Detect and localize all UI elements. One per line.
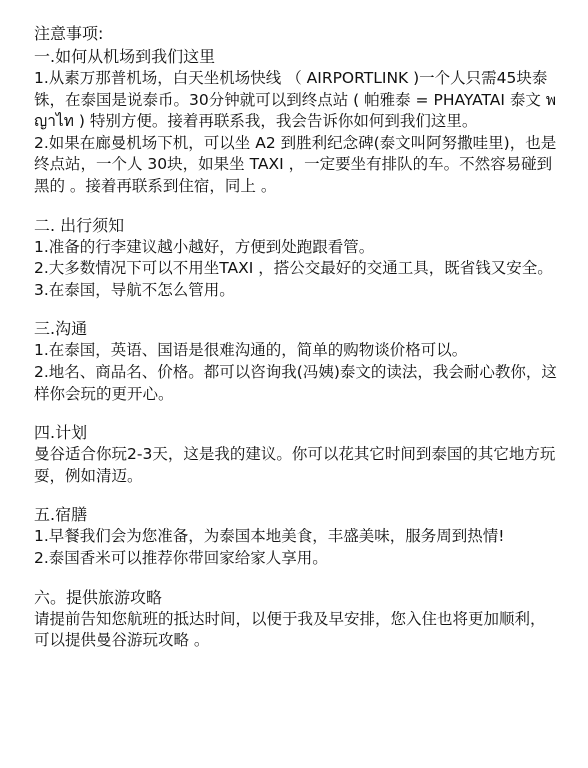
section-travel-notes [34, 215, 560, 302]
section-travel-guide [34, 587, 560, 652]
paragraph: 请提前告知您航班的抵达时间，以便于我及早安排，您入住也将更加顺利，可以提供曼谷游玩攻略 。 [34, 609, 546, 650]
paragraph: 1.从素万那普机场，白天坐机场快线 （ AIRPORTLINK )一个人只需45块泰铢，在泰国是说泰币。30分钟就可以到终点站 ( 帕雅泰 = PHAYATAI 泰文 พญาไท ) 特别方便。接着再联系我，我会告诉你如何到我们这里。 [34, 69, 557, 131]
paragraph: 2.地名、商品名、价格。都可以咨询我(冯姨)泰文的读法，我会耐心教你，这样你会玩的更开心。 [34, 362, 557, 403]
section-communication [34, 318, 560, 405]
paragraph: 2.泰国香米可以推荐你带回家给家人享用。 [34, 548, 328, 567]
section-heading: 二. 出行须知 [34, 215, 125, 235]
paragraph: 1.在泰国，英语、国语是很难沟通的，简单的购物谈价格可以。 [34, 341, 468, 360]
section-airport-directions [34, 46, 560, 198]
paragraph: 3.在泰国，导航不怎么管用。 [34, 280, 235, 299]
section-heading: 五.宿膳 [34, 505, 88, 525]
paragraph: 曼谷适合你玩2-3天，这是我的建议。你可以花其它时间到泰国的其它地方玩耍，例如清迈。 [34, 445, 556, 485]
section-plan [34, 422, 560, 487]
document-title: 注意事项: [34, 24, 104, 43]
section-accommodation [34, 504, 560, 569]
paragraph: 2.如果在廊曼机场下机，可以坐 A2 到胜利纪念碑(泰文叫阿努撒哇里)，也是终点站，一个人 30块，如果坐 TAXI ，一定要坐有排队的车。不然容易碰到黑的 。接着再联系到住宿，同上 。 [34, 133, 557, 195]
section-heading: 三.沟通 [34, 319, 88, 339]
section-heading: 四.计划 [34, 423, 88, 443]
paragraph: 1.准备的行李建议越小越好，方便到处跑跟看管。 [34, 237, 375, 256]
paragraph: 1.早餐我们会为您准备，为泰国本地美食，丰盛美味，服务周到热情! [34, 527, 505, 546]
section-heading: 一.如何从机场到我们这里 [34, 47, 216, 66]
section-heading: 六。提供旅游攻略 [34, 587, 163, 607]
paragraph: 2.大多数情况下可以不用坐TAXI ，搭公交最好的交通工具，既省钱又安全。 [34, 259, 553, 278]
